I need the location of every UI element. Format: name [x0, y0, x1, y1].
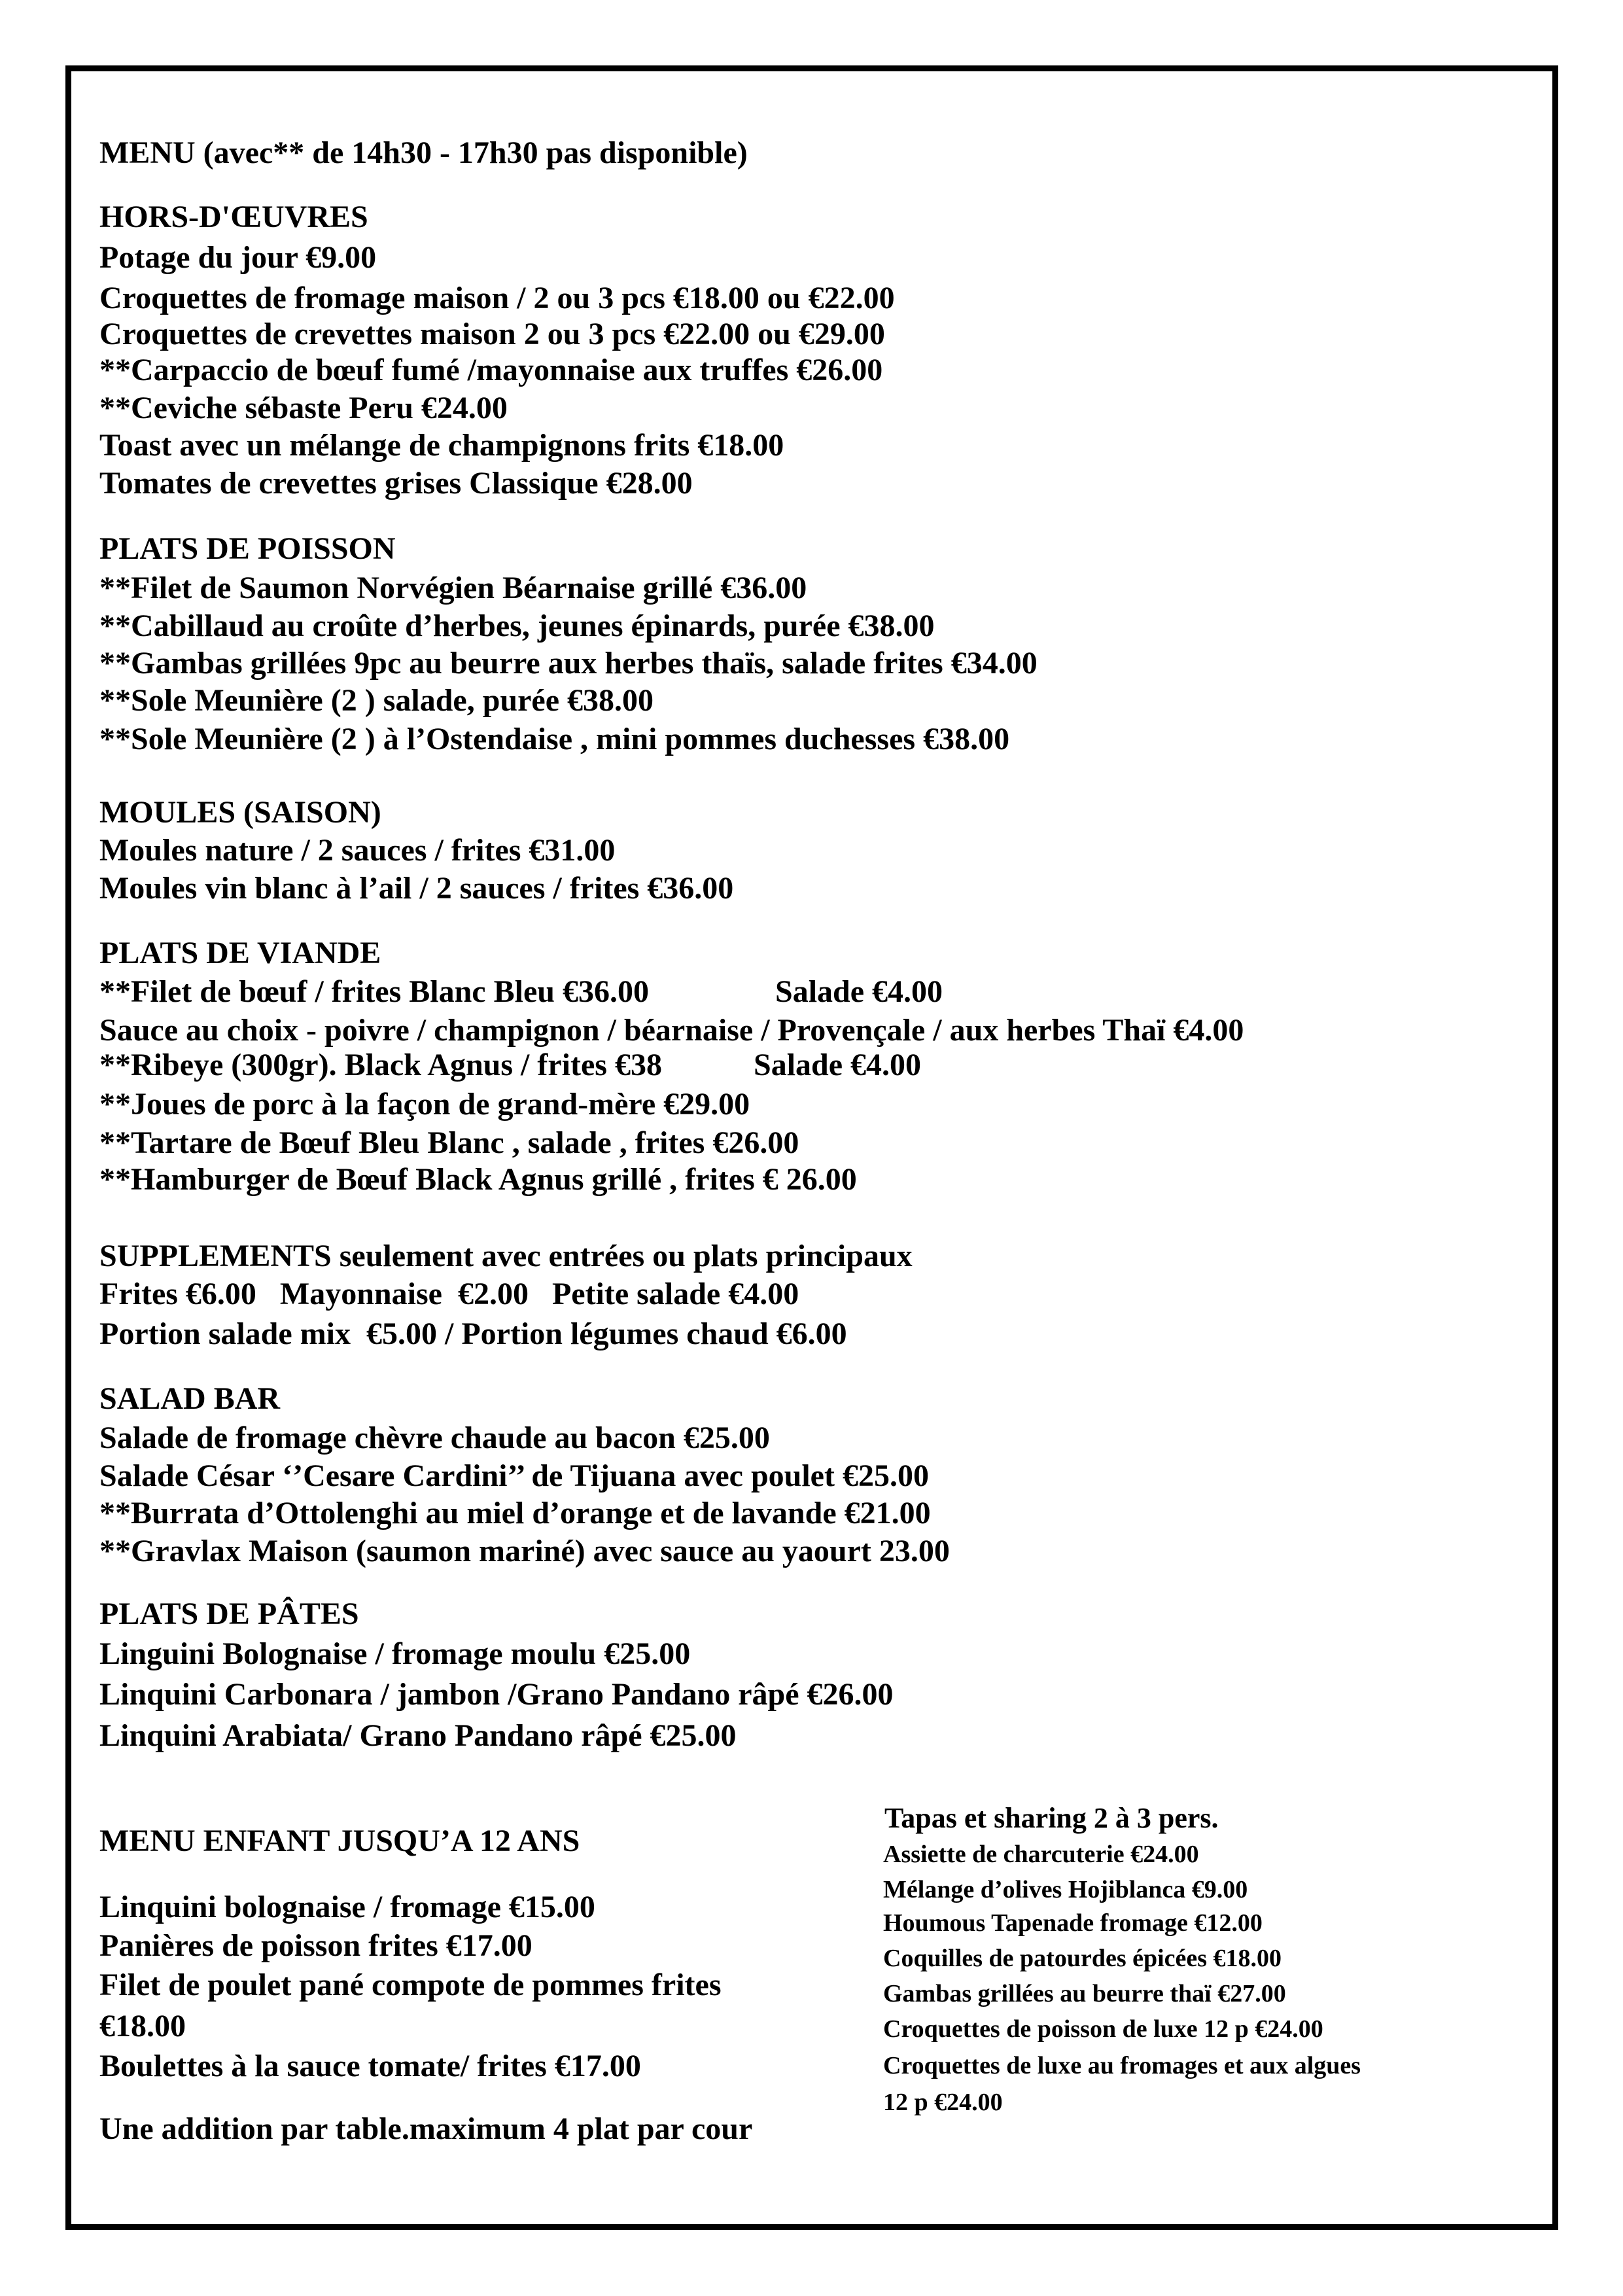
tapas-item: Houmous Tapenade fromage €12.00 — [883, 1909, 1263, 1937]
tapas-item: Croquettes de poisson de luxe 12 p €24.00 — [883, 2015, 1323, 2043]
tapas-item: Gambas grillées au beurre thaï €27.00 — [883, 1980, 1286, 2007]
section-heading-supplements: SUPPLEMENTS seulement avec entrées ou plats principaux — [99, 1239, 913, 1273]
menu-item: **Sole Meunière (2 ) salade, purée €38.00 — [99, 683, 654, 718]
menu-item: Toast avec un mélange de champignons frits €18.00 — [99, 428, 784, 463]
menu-item: **Cabillaud au croûte d’herbes, jeunes épinards, purée €38.00 — [99, 609, 935, 643]
section-heading-tapas: Tapas et sharing 2 à 3 pers. — [884, 1802, 1219, 1834]
menu-item: **Gravlax Maison (saumon mariné) avec sauce au yaourt 23.00 — [99, 1534, 950, 1568]
menu-item: Croquettes de fromage maison / 2 ou 3 pcs €18.00 ou €22.00 — [99, 281, 895, 315]
menu-item: Linquini bolognaise / fromage €15.00 — [99, 1890, 595, 1924]
tapas-item: Mélange d’olives Hojiblanca €9.00 — [883, 1876, 1248, 1903]
menu-item: Filet de poulet pané compote de pommes frites — [99, 1968, 722, 2002]
menu-item: **Tartare de Bœuf Bleu Blanc , salade , frites €26.00 — [99, 1125, 799, 1160]
menu-item: Linquini Carbonara / jambon /Grano Pandano râpé €26.00 — [99, 1677, 894, 1712]
section-heading-plats-de-viande: PLATS DE VIANDE — [99, 936, 381, 970]
section-heading-menu-enfant: MENU ENFANT JUSQU’A 12 ANS — [99, 1824, 580, 1858]
menu-title: MENU (avec** de 14h30 - 17h30 pas disponible) — [99, 135, 748, 170]
section-heading-plats-de-pates: PLATS DE PÂTES — [99, 1597, 359, 1631]
menu-item: **Joues de porc à la façon de grand-mère €29.00 — [99, 1087, 750, 1122]
menu-item: Moules vin blanc à l’ail / 2 sauces / frites €36.00 — [99, 871, 734, 906]
tapas-item: Assiette de charcuterie €24.00 — [883, 1841, 1199, 1868]
tapas-item: 12 p €24.00 — [883, 2089, 1003, 2116]
menu-item: **Ceviche sébaste Peru €24.00 — [99, 391, 508, 425]
menu-item: Salade César ‘’Cesare Cardini’’ de Tijuana avec poulet €25.00 — [99, 1458, 929, 1493]
menu-item: **Carpaccio de bœuf fumé /mayonnaise aux truffes €26.00 — [99, 353, 883, 387]
menu-item: **Filet de bœuf / frites Blanc Bleu €36.00 — [99, 974, 649, 1009]
menu-item: Portion salade mix €5.00 / Portion légumes chaud €6.00 — [99, 1316, 847, 1351]
menu-item: **Hamburger de Bœuf Black Agnus grillé , frites € 26.00 — [99, 1162, 857, 1197]
section-heading-hors-doeuvres: HORS-D'ŒUVRES — [99, 200, 368, 234]
menu-item: €18.00 — [99, 2009, 186, 2043]
menu-item: Panières de poisson frites €17.00 — [99, 1928, 532, 1963]
tapas-item: Coquilles de patourdes épicées €18.00 — [883, 1945, 1282, 1972]
menu-item: Croquettes de crevettes maison 2 ou 3 pcs €22.00 ou €29.00 — [99, 317, 885, 351]
side-salade-price: Salade €4.00 — [754, 1048, 922, 1082]
menu-item: **Ribeye (300gr). Black Agnus / frites €38 — [99, 1048, 662, 1082]
menu-item: Salade de fromage chèvre chaude au bacon €25.00 — [99, 1421, 770, 1455]
menu-item: **Burrata d’Ottolenghi au miel d’orange et de lavande €21.00 — [99, 1496, 931, 1530]
section-heading-moules: MOULES (SAISON) — [99, 795, 381, 830]
menu-item: Linquini Arabiata/ Grano Pandano râpé €25.00 — [99, 1718, 737, 1753]
menu-item: Boulettes à la sauce tomate/ frites €17.00 — [99, 2049, 641, 2083]
side-salade-price: Salade €4.00 — [775, 974, 943, 1009]
table-policy-note: Une addition par table.maximum 4 plat par cour — [99, 2111, 753, 2146]
menu-item: Tomates de crevettes grises Classique €28.00 — [99, 466, 693, 501]
menu-item: Potage du jour €9.00 — [99, 240, 377, 275]
tapas-item: Croquettes de luxe au fromages et aux algues — [883, 2052, 1361, 2079]
menu-item: **Gambas grillées 9pc au beurre aux herbes thaïs, salade frites €34.00 — [99, 646, 1038, 680]
menu-item: Frites €6.00 Mayonnaise €2.00 Petite salade €4.00 — [99, 1277, 799, 1311]
menu-item: **Filet de Saumon Norvégien Béarnaise grillé €36.00 — [99, 571, 807, 605]
section-heading-salad-bar: SALAD BAR — [99, 1381, 281, 1416]
menu-item: Moules nature / 2 sauces / frites €31.00 — [99, 833, 616, 868]
menu-item: Sauce au choix - poivre / champignon / béarnaise / Provençale / aux herbes Thaï €4.00 — [99, 1013, 1244, 1048]
section-heading-plats-de-poisson: PLATS DE POISSON — [99, 531, 396, 566]
menu-item: **Sole Meunière (2 ) à l’Ostendaise , mini pommes duchesses €38.00 — [99, 722, 1010, 756]
menu-item: Linguini Bolognaise / fromage moulu €25.00 — [99, 1636, 691, 1671]
